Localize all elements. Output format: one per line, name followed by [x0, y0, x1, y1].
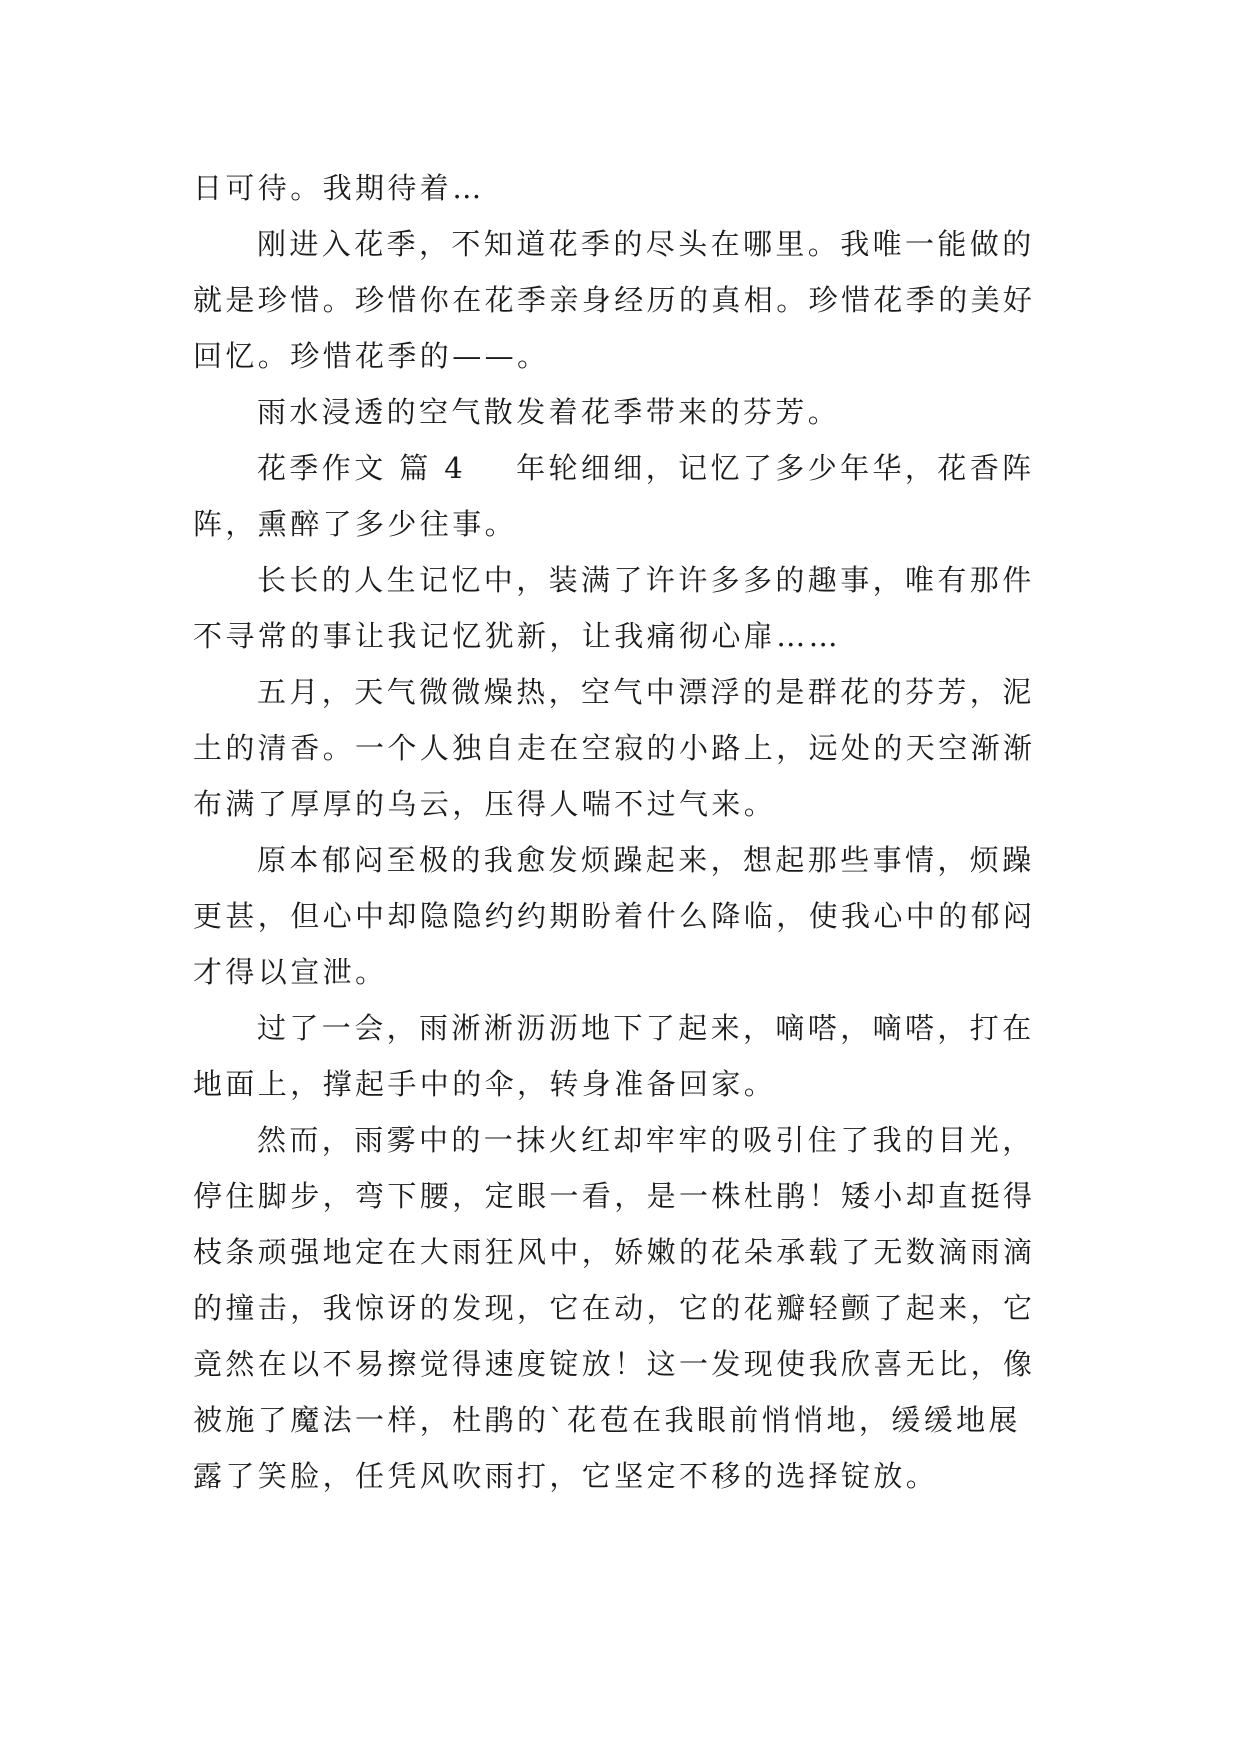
- section-heading: 花季作文 篇 4: [257, 451, 467, 485]
- text-line: 阵，熏醉了多少往事。: [193, 507, 518, 541]
- text-line: 露了笑脸，任凭风吹雨打，它坚定不移的选择锭放。: [193, 1459, 939, 1493]
- text-line: 地面上，撑起手中的伞，转身准备回家。: [193, 1067, 777, 1101]
- paragraph: [193, 216, 1053, 384]
- text-line: 就是珍惜。珍惜你在花季亲身经历的真相。珍惜花季的美好: [193, 283, 1036, 317]
- text-line: 枝条顽强地定在大雨狂风中，娇嫩的花朵承载了无数滴雨滴: [193, 1235, 1036, 1269]
- text-line: 日可待。我期待着…: [193, 171, 485, 205]
- text-line: 的撞击，我惊讶的发现，它在动，它的花瓣轻颤了起来，它: [193, 1291, 1036, 1325]
- paragraph: [193, 552, 1053, 664]
- text-line: 才得以宣泄。: [193, 955, 388, 989]
- text-fragment: 年轮细细，记忆了多少年华，花香阵: [516, 451, 1035, 485]
- paragraph: [193, 384, 1053, 440]
- text-line: 原本郁闷至极的我愈发烦躁起来，想起那些事情，烦躁: [257, 843, 1035, 877]
- paragraph: [193, 1112, 1053, 1504]
- paragraph: [193, 160, 1053, 216]
- paragraph: [193, 832, 1053, 1000]
- text-line: 刚进入花季，不知道花季的尽头在哪里。我唯一能做的: [257, 227, 1035, 261]
- text-line: 然而，雨雾中的一抹火红却牢牢的吸引住了我的目光，: [257, 1123, 1035, 1157]
- text-line: 土的清香。一个人独自走在空寂的小路上，远处的天空渐渐: [193, 731, 1036, 765]
- text-line: 过了一会，雨淅淅沥沥地下了起来，嘀嗒，嘀嗒，打在: [257, 1011, 1035, 1045]
- text-line: 更甚，但心中却隐隐约约期盼着什么降临，使我心中的郁闷: [193, 899, 1036, 933]
- text-line: 停住脚步，弯下腰，定眼一看，是一株杜鹃！矮小却直挺得: [193, 1179, 1036, 1213]
- document-body: [193, 160, 1053, 1504]
- text-line: 长长的人生记忆中，装满了许许多多的趣事，唯有那件: [257, 563, 1035, 597]
- text-line: 雨水浸透的空气散发着花季带来的芬芳。: [257, 395, 841, 429]
- text-line: 布满了厚厚的乌云，压得人喘不过气来。: [193, 787, 777, 821]
- text-line: 不寻常的事让我记忆犹新，让我痛彻心扉……: [193, 619, 842, 653]
- text-line: 被施了魔法一样，杜鹃的`花苞在我眼前悄悄地，缓缓地展: [193, 1403, 1021, 1437]
- text-line: 五月，天气微微燥热，空气中漂浮的是群花的芬芳，泥: [257, 675, 1035, 709]
- text-line: 回忆。珍惜花季的——。: [193, 339, 550, 373]
- paragraph: [193, 440, 1053, 552]
- text-line: [193, 440, 1053, 496]
- paragraph: [193, 1000, 1053, 1112]
- paragraph: [193, 664, 1053, 832]
- text-line: 竟然在以不易擦觉得速度锭放！这一发现使我欣喜无比，像: [193, 1347, 1036, 1381]
